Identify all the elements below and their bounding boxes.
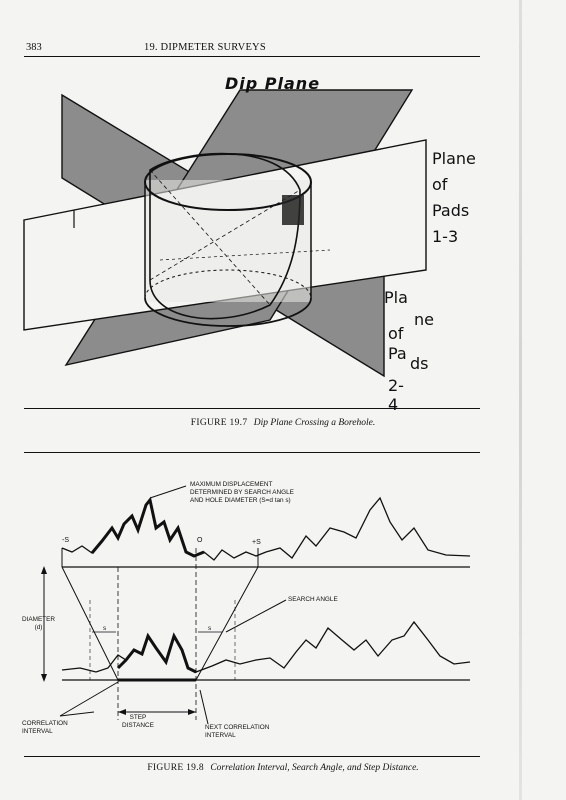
step-distance-label — [122, 714, 154, 730]
max-displacement-leader — [150, 486, 186, 498]
angle-symbol-right: s — [208, 625, 212, 632]
label-pads-1-3-line3: Pads — [432, 201, 470, 220]
correlation-interval-line2: INTERVAL — [22, 728, 53, 735]
next-correlation-label — [205, 724, 269, 740]
figure-19-7-title: Dip Plane Crossing a Borehole. — [253, 418, 376, 428]
label-pads-2-4-part6: 2-4 — [388, 376, 404, 414]
diameter-line1: DIAMETER — [22, 616, 56, 623]
step-distance-line1: STEP — [129, 714, 147, 721]
upper-log-bold — [92, 500, 204, 556]
angle-symbol-left: s — [103, 625, 107, 632]
dip-plane-title: Dip Plane — [225, 74, 321, 93]
correlation-interval-label — [22, 720, 68, 736]
label-pads-2-4-part5: ds — [410, 354, 429, 373]
next-correlation-line1: NEXT CORRELATION — [205, 724, 270, 731]
max-displacement-line2: DETERMINED BY SEARCH ANGLE — [190, 489, 294, 496]
diameter-label — [22, 616, 55, 632]
step-distance-line2: DISTANCE — [122, 722, 154, 729]
label-pads-1-3-line2: of — [432, 175, 448, 194]
max-displacement-line3: AND HOLE DIAMETER (S=d tan s) — [190, 497, 291, 504]
minus-s-label: -S — [62, 537, 69, 544]
label-pads-2-4-part3: of — [388, 324, 404, 343]
label-pads-2-4-part2: ne — [414, 310, 434, 329]
figure-19-8-caption — [0, 763, 566, 773]
page-number: 383 — [26, 42, 42, 53]
label-pads-2-4-part4: Pa — [388, 344, 407, 363]
label-pads-1-3-line4: 1-3 — [432, 227, 459, 246]
correlation-interval-line1: CORRELATION — [22, 720, 68, 727]
figure-19-8-rule — [24, 756, 480, 757]
plus-s-label: +S — [252, 539, 261, 546]
label-pads-1-3-line1: Plane — [432, 149, 476, 168]
running-title: 19. DIPMETER SURVEYS — [144, 42, 266, 53]
diameter-line2: (d) — [34, 624, 43, 631]
max-displacement-label — [190, 481, 294, 505]
lower-log-bold — [118, 636, 196, 672]
search-angle-label: SEARCH ANGLE — [288, 596, 338, 603]
label-pads-2-4-part1: Pla — [384, 288, 408, 307]
zero-label: O — [197, 537, 203, 544]
next-correlation-line2: INTERVAL — [205, 732, 236, 739]
max-displacement-line1: MAXIMUM DISPLACEMENT — [190, 481, 273, 488]
figure-19-8-title: Correlation Interval, Search Angle, and Step Distance. — [210, 763, 419, 773]
figure-19-7-number: FIGURE 19.7 — [190, 418, 248, 428]
figure-19-8-number: FIGURE 19.8 — [147, 763, 204, 773]
